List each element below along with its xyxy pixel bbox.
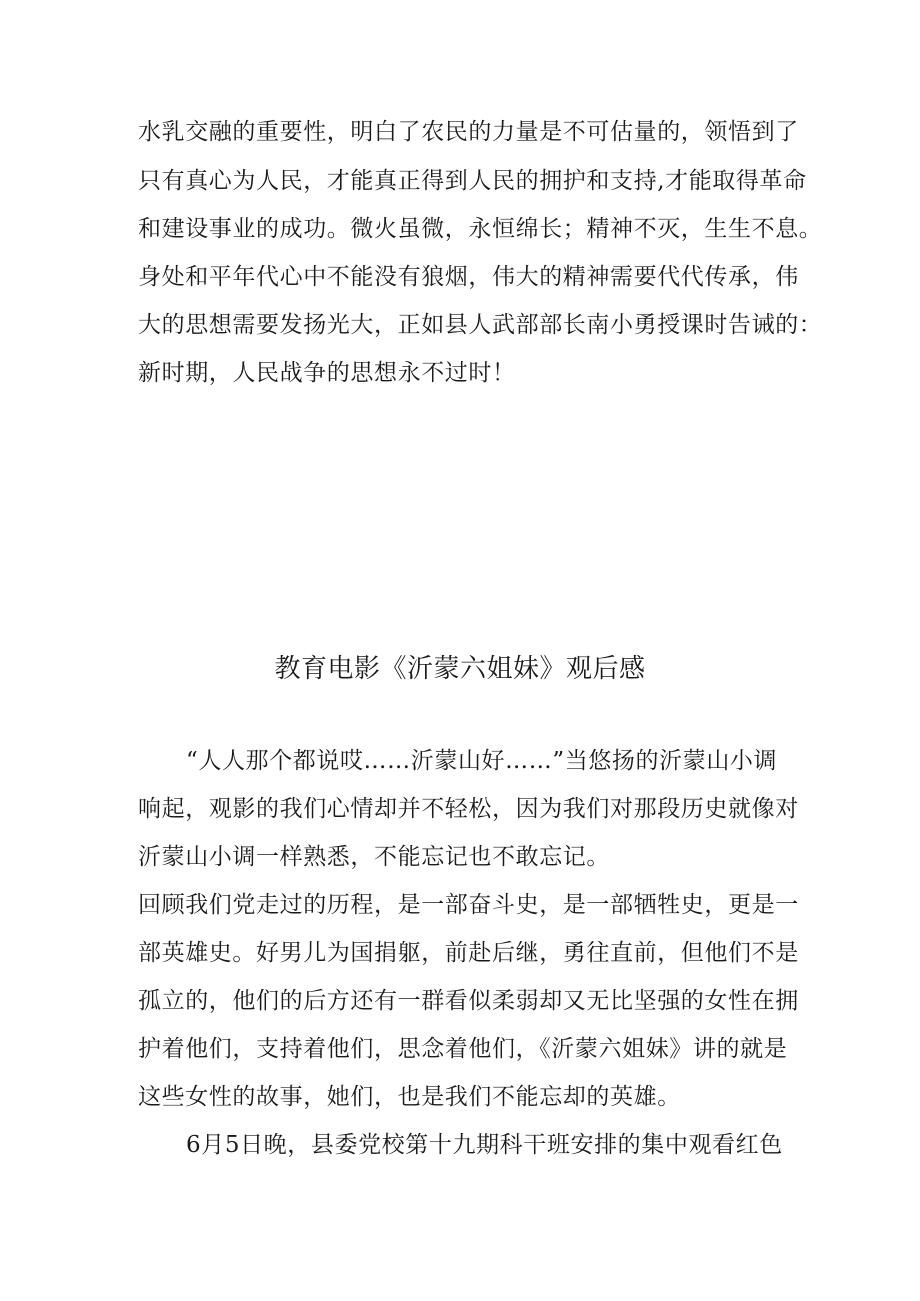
paragraph-line: 大的思想需要发扬光大，正如县人武部部长南小勇授课时告诫的： [138, 312, 823, 338]
paragraph-line: “人人那个都说哎……沂蒙山好……”当悠扬的沂蒙山小调 [186, 748, 778, 774]
paragraph-line: 沂蒙山小调一样熟悉，不能忘记也不敢忘记。 [138, 844, 610, 870]
paragraph-line: 和建设事业的成功。微火虽微，永恒绵长；精神不灭，生生不息。 [138, 216, 823, 242]
paragraph-line: 孤立的，他们的后方还有一群看似柔弱却又无比坚强的女性在拥 [138, 988, 799, 1014]
paragraph-line: 新时期，人民战争的思想永不过时！ [138, 360, 516, 386]
paragraph-line: 6月5日晚，县委党校第十九期科干班安排的集中观看红色 [186, 1132, 783, 1158]
paragraph-line: 护着他们，支持着他们，思念着他们，《沂蒙六姐妹》讲的就是 [138, 1036, 788, 1062]
paragraph-line: 水乳交融的重要性，明白了农民的力量是不可估量的，领悟到了 [138, 119, 799, 145]
paragraph-line: 只有真心为人民，才能真正得到人民的拥护和支持,才能取得革命 [138, 168, 807, 194]
paragraph-line: 身处和平年代心中不能没有狼烟，伟大的精神需要代代传承，伟 [138, 264, 799, 290]
paragraph-line: 回顾我们党走过的历程，是一部奋斗史，是一部牺牲史，更是一 [138, 892, 799, 918]
paragraph-line: 响起，观影的我们心情却并不轻松，因为我们对那段历史就像对 [138, 796, 799, 822]
paragraph-line: 这些女性的故事，她们，也是我们不能忘却的英雄。 [138, 1084, 681, 1110]
article-title: 教育电影《沂蒙六姐妹》观后感 [274, 654, 646, 684]
paragraph-line: 部英雄史。好男儿为国捐躯，前赴后继，勇往直前，但他们不是 [138, 940, 799, 966]
